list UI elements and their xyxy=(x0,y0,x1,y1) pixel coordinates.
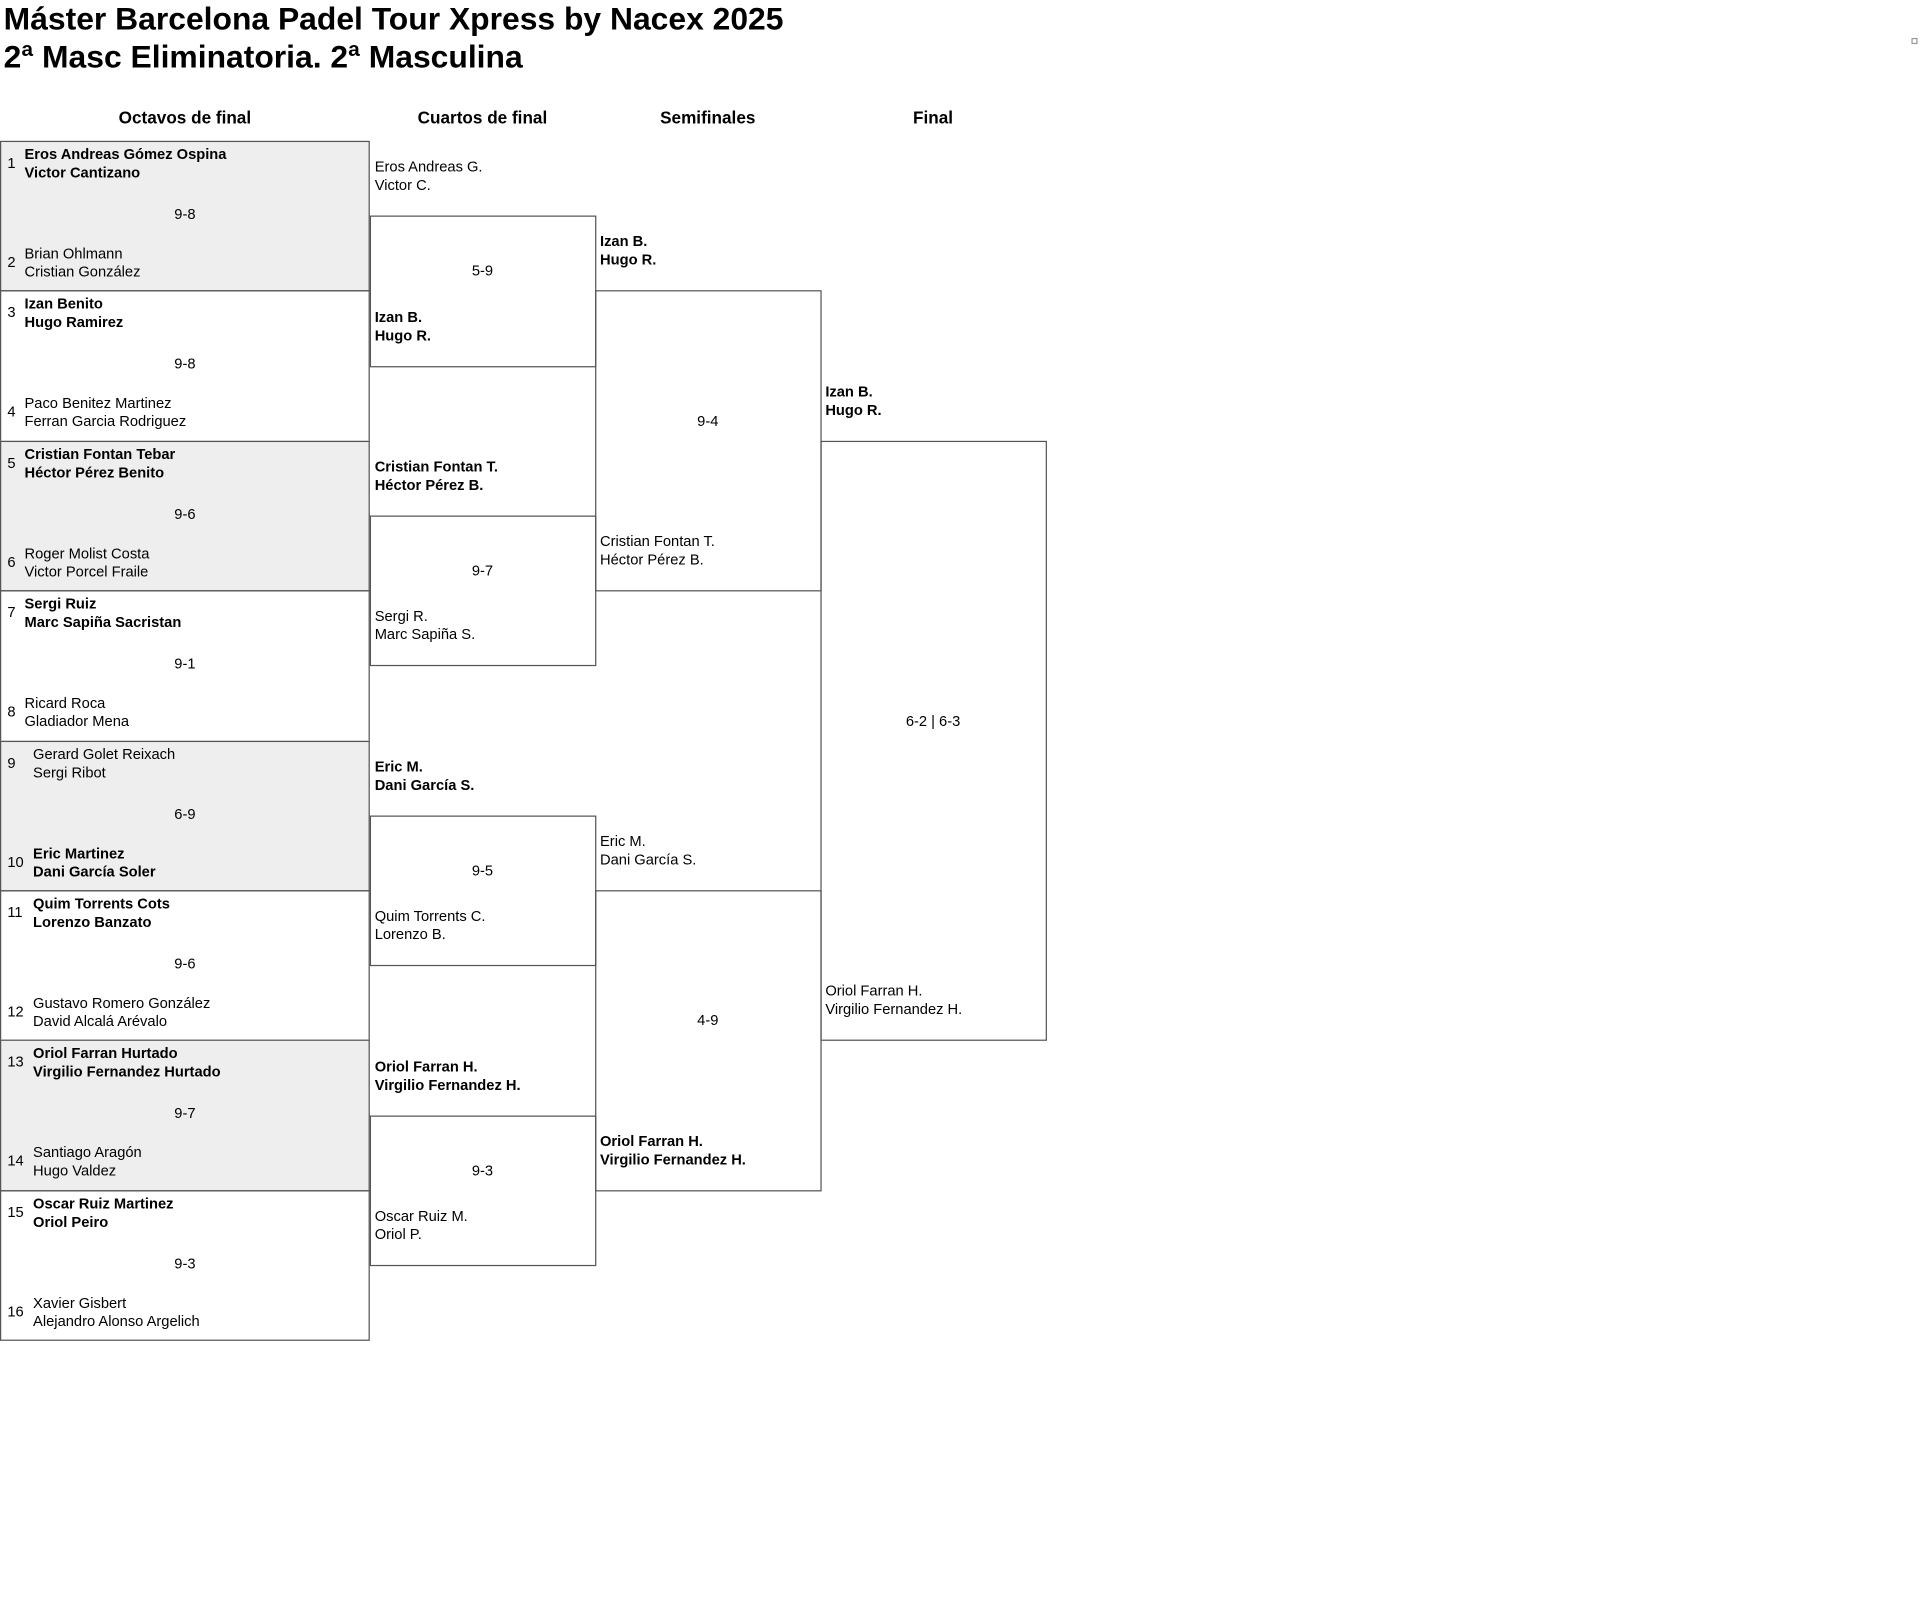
player-name: Victor Porcel Fraile xyxy=(24,563,149,581)
seed-number: 8 xyxy=(7,703,16,721)
match-score: 9-4 xyxy=(697,412,719,430)
match-score: 9-7 xyxy=(471,562,494,580)
player-name: Dani García S. xyxy=(374,776,475,794)
player-name: Gustavo Romero González xyxy=(33,994,211,1012)
match-score: 9-1 xyxy=(174,655,196,673)
match-score: 9-5 xyxy=(471,862,494,880)
team-top xyxy=(33,1195,173,1232)
player-name: Hugo R. xyxy=(825,401,882,419)
player-name: Xavier Gisbert xyxy=(33,1294,127,1312)
seed-number: 3 xyxy=(7,304,16,322)
seed-number: 14 xyxy=(7,1152,24,1170)
team-top xyxy=(375,458,498,495)
player-name: Virgilio Fernandez H. xyxy=(600,1150,746,1168)
match-score: 9-8 xyxy=(174,205,196,223)
match-score: 5-9 xyxy=(471,262,494,280)
match-score: 9-7 xyxy=(174,1104,196,1123)
team-top xyxy=(375,758,475,795)
player-name: Izan B. xyxy=(825,383,873,401)
player-name: Eros Andreas G. xyxy=(374,158,483,176)
team-top xyxy=(24,595,181,632)
team-bottom xyxy=(33,1144,142,1181)
seed-number: 6 xyxy=(7,553,16,571)
team-top xyxy=(375,1057,521,1094)
page-title: Máster Barcelona Padel Tour Xpress by Nacex 2025 xyxy=(3,0,784,37)
seed-number: 15 xyxy=(7,1203,24,1221)
team-top xyxy=(24,445,175,482)
player-name: Virgilio Fernandez Hurtado xyxy=(33,1063,221,1081)
round-heading-semis: Semifinales xyxy=(660,107,756,128)
team-top xyxy=(825,383,881,420)
seed-number: 13 xyxy=(7,1053,24,1071)
player-name: Cristian Fontan T. xyxy=(600,532,715,551)
match-score: 4-9 xyxy=(697,1011,719,1030)
match-final-1 xyxy=(820,441,1047,1042)
player-name: Oriol Farran H. xyxy=(825,982,923,1000)
player-name: Roger Molist Costa xyxy=(24,544,150,562)
seed-number: 9 xyxy=(7,753,16,771)
player-name: Alejandro Alonso Argelich xyxy=(33,1312,200,1330)
team-bottom xyxy=(375,908,486,945)
team-top xyxy=(33,895,170,932)
player-name: Brian Ohlmann xyxy=(24,244,123,263)
player-name: Victor C. xyxy=(374,176,431,194)
team-bottom xyxy=(375,1207,468,1244)
seed-number: 5 xyxy=(7,454,16,472)
team-bottom xyxy=(24,695,129,732)
seed-number: 2 xyxy=(7,253,16,271)
match-score: 9-3 xyxy=(471,1161,494,1179)
team-top xyxy=(33,745,175,782)
team-top xyxy=(600,233,656,270)
seed-number: 12 xyxy=(7,1002,24,1021)
player-name: Izan B. xyxy=(374,308,423,326)
team-bottom xyxy=(825,983,962,1020)
seed-number: 10 xyxy=(7,852,24,871)
player-name: Dani García S. xyxy=(600,851,697,869)
team-top xyxy=(24,146,226,183)
player-name: Hugo Valdez xyxy=(33,1162,117,1180)
player-name: Sergi Ruiz xyxy=(24,595,97,613)
seed-number: 11 xyxy=(7,903,23,921)
player-name: Héctor Pérez B. xyxy=(600,551,704,569)
player-name: Lorenzo B. xyxy=(374,925,446,944)
player-name: Cristian González xyxy=(24,263,141,281)
player-name: Eric M. xyxy=(600,832,646,850)
team-bottom xyxy=(24,545,149,582)
player-name: Oriol Farran Hurtado xyxy=(33,1044,178,1063)
round-heading-octavos: Octavos de final xyxy=(118,107,252,128)
player-name: Gerard Golet Reixach xyxy=(33,745,176,763)
player-name: Ricard Roca xyxy=(24,694,106,712)
player-name: Eros Andreas Gómez Ospina xyxy=(24,145,227,163)
match-score: 9-6 xyxy=(174,505,196,523)
player-name: Hugo R. xyxy=(600,251,657,269)
team-bottom xyxy=(24,395,186,432)
player-name: Héctor Pérez B. xyxy=(374,476,484,494)
seed-number: 1 xyxy=(7,154,16,172)
player-name: Sergi Ribot xyxy=(33,763,106,781)
match-score: 9-8 xyxy=(174,355,196,373)
team-top xyxy=(24,296,123,333)
team-bottom xyxy=(375,308,431,345)
team-bottom xyxy=(33,844,156,881)
corner-marker xyxy=(1911,38,1917,44)
player-name: Izan Benito xyxy=(24,295,103,313)
team-top xyxy=(33,1045,221,1082)
seed-number: 16 xyxy=(7,1302,24,1320)
player-name: Héctor Pérez Benito xyxy=(24,463,165,481)
player-name: Hugo R. xyxy=(374,326,432,344)
player-name: Oriol P. xyxy=(374,1225,422,1243)
team-bottom xyxy=(375,608,475,645)
round-heading-cuartos: Cuartos de final xyxy=(417,107,548,128)
player-name: Victor Cantizano xyxy=(24,164,141,182)
player-name: Quim Torrents C. xyxy=(374,907,486,925)
player-name: Ferran Garcia Rodriguez xyxy=(24,413,187,431)
player-name: Marc Sapiña S. xyxy=(374,626,476,644)
page-subtitle: 2ª Masc Eliminatoria. 2ª Masculina xyxy=(3,37,523,75)
player-name: Eric M. xyxy=(374,757,423,775)
player-name: Marc Sapiña Sacristan xyxy=(24,613,182,631)
player-name: Virgilio Fernandez H. xyxy=(374,1075,521,1093)
player-name: Cristian Fontan T. xyxy=(374,457,498,476)
team-bottom xyxy=(33,994,210,1031)
player-name: Quim Torrents Cots xyxy=(33,895,170,913)
player-name: Oscar Ruiz M. xyxy=(374,1207,468,1225)
player-name: Oriol Peiro xyxy=(33,1213,109,1231)
match-score: 9-6 xyxy=(174,955,196,973)
player-name: Gladiador Mena xyxy=(24,712,130,731)
player-name: Virgilio Fernandez H. xyxy=(825,1000,963,1019)
match-score: 6-9 xyxy=(174,805,196,823)
match-score: 9-3 xyxy=(174,1254,196,1273)
player-name: Oriol Farran H. xyxy=(374,1057,478,1075)
player-name: Izan B. xyxy=(600,233,648,251)
player-name: Paco Benitez Martinez xyxy=(24,394,172,412)
team-bottom xyxy=(24,245,140,282)
team-top xyxy=(375,158,483,195)
match-score: 6-2 | 6-3 xyxy=(905,712,961,730)
player-name: Dani García Soler xyxy=(33,862,156,880)
player-name: Cristian Fontan Tebar xyxy=(24,445,176,463)
seed-number: 7 xyxy=(7,603,16,622)
player-name: Sergi R. xyxy=(374,607,428,625)
seed-number: 4 xyxy=(7,403,16,421)
player-name: Santiago Aragón xyxy=(33,1144,142,1162)
round-heading-final: Final xyxy=(913,107,954,128)
player-name: Oscar Ruiz Martinez xyxy=(33,1194,174,1213)
team-bottom xyxy=(33,1294,200,1331)
team-top xyxy=(600,833,696,870)
team-bottom xyxy=(600,1132,746,1169)
player-name: Oriol Farran H. xyxy=(600,1132,703,1150)
player-name: Eric Martinez xyxy=(33,844,125,862)
player-name: Lorenzo Banzato xyxy=(33,913,152,931)
player-name: David Alcalá Arévalo xyxy=(33,1012,168,1030)
player-name: Hugo Ramirez xyxy=(24,313,124,332)
team-bottom xyxy=(600,533,715,570)
